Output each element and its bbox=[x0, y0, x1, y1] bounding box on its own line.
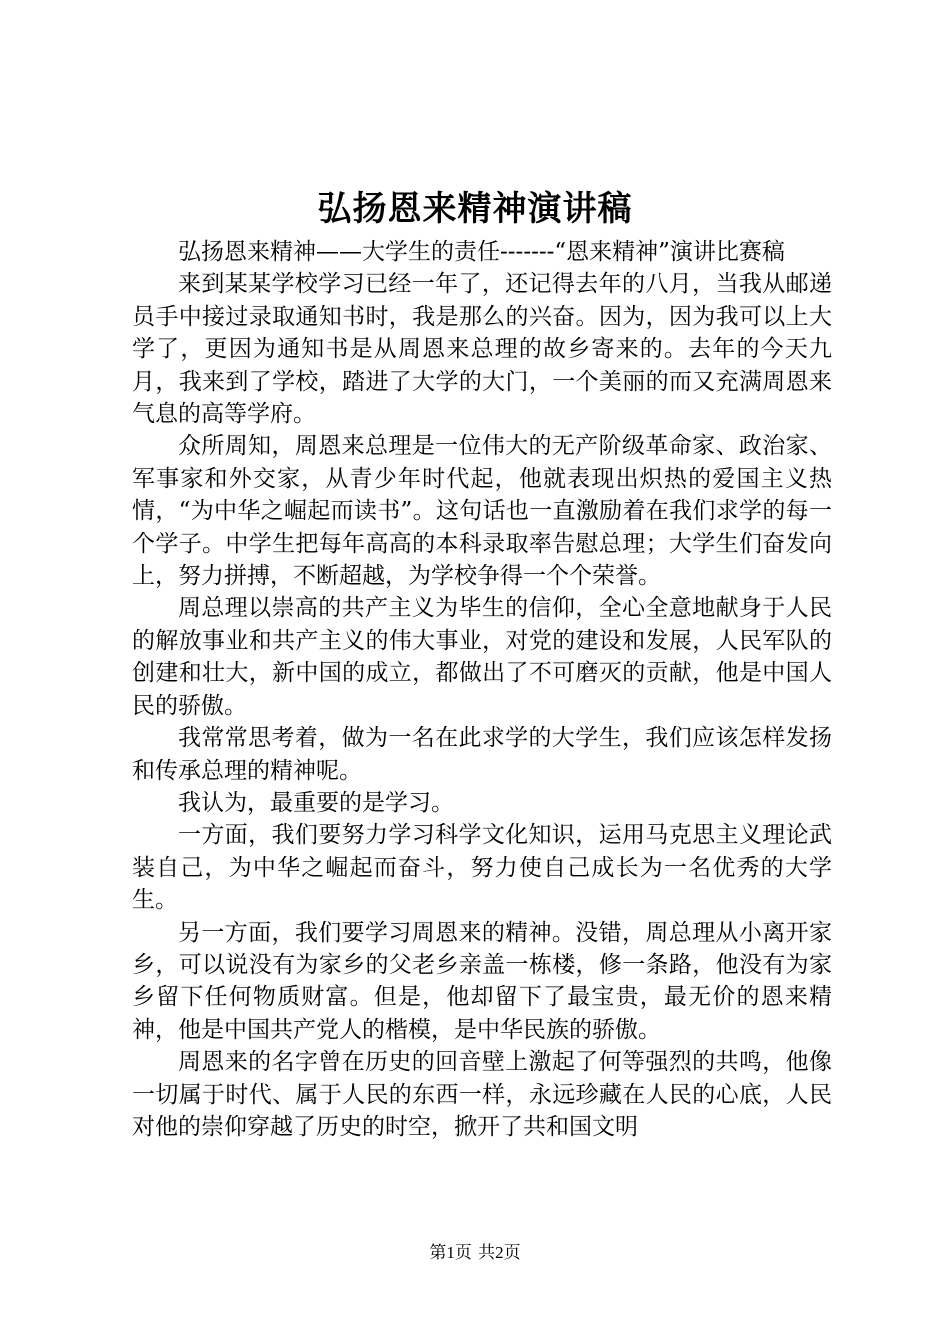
paragraph: 另一方面，我们要学习周恩来的精神。没错，周总理从小离开家乡，可以说没有为家乡的父老乡亲盖一栋楼，修一条路，他没有为家乡留下任何物质财富。但是，他却留下了最宝贵，最无价的恩来精神，他是中国共产党人的楷模，是中华民族的骄傲。 bbox=[132, 919, 832, 1043]
paragraph: 我常常思考着，做为一名在此求学的大学生，我们应该怎样发扬和传承总理的精神呢。 bbox=[132, 725, 832, 784]
document-title: 弘扬恩来精神演讲稿 bbox=[317, 189, 633, 229]
paragraph: 众所周知，周恩来总理是一位伟大的无产阶级革命家、政治家、军事家和外交家，从青少年时代起，他就表现出炽热的爱国主义热情，“为中华之崛起而读书”。这句话也一直激励着在我们求学的每一个学子。中学生把每年高高的本科录取率告慰总理；大学生们奋发向上，努力拼搏，不断超越，为学校争得一个个荣誉。 bbox=[132, 433, 832, 590]
paragraph: 周恩来的名字曾在历史的回音壁上激起了何等强烈的共鸣，他像一切属于时代、属于人民的东西一样，永远珍藏在人民的心底，人民对他的崇仰穿越了历史的时空，掀开了共和国文明 bbox=[132, 1049, 832, 1140]
page-footer: 第1页 共2页 bbox=[429, 1243, 521, 1262]
paragraph: 周总理以崇高的共产主义为毕生的信仰，全心全意地献身于人民的解放事业和共产主义的伟大事业，对党的建设和发展，人民军队的创建和壮大，新中国的成立，都做出了不可磨灭的贡献，他是中国人民的骄傲。 bbox=[132, 595, 832, 719]
paragraph-subtitle: 弘扬恩来精神——大学生的责任-------“恩来精神”演讲比赛稿 bbox=[178, 239, 785, 265]
paragraph: 来到某某学校学习已经一年了，还记得去年的八月，当我从邮递员手中接过录取通知书时，我是那么的兴奋。因为，因为我可以上大学了，更因为通知书是从周恩来总理的故乡寄来的。去年的今天九月，我来到了学校，踏进了大学的大门，一个美丽的而又充满周恩来气息的高等学府。 bbox=[132, 271, 832, 428]
paragraph: 我认为，最重要的是学习。 bbox=[178, 789, 454, 816]
paragraph: 一方面，我们要努力学习科学文化知识，运用马克思主义理论武装自己，为中华之崛起而奋斗，努力使自己成长为一名优秀的大学生。 bbox=[132, 822, 832, 914]
document-body bbox=[132, 236, 832, 1143]
